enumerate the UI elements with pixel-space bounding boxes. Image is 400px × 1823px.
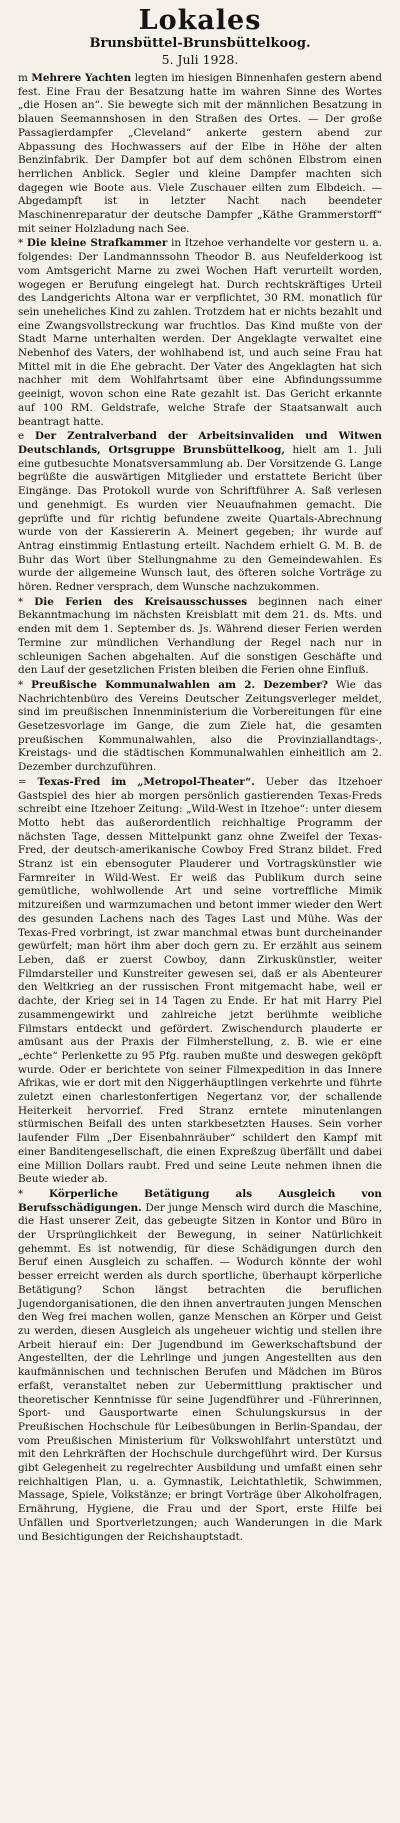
article-body: beginnen nach einer Bekanntmachung im nächsten Kreisblatt mit dem 21. ds. Mts. und enden mit dem 1. September ds. Js. Während dieser Ferien werden Termine zur mündlichen Verhandlung der Regel nach nur in schleunigen Sachen abgehalten. Auf die sonstigen Geschäfte und den Lauf der gesetzlichen Fristen bleiben die Ferien ohne Einfluß. — [18, 595, 382, 677]
article-marker: e — [18, 430, 25, 443]
article-body: Der junge Mensch wird durch die Maschine, die Hast unserer Zeit, das gebeugte Sitzen in Kontor und Büro in der Ursprünglichkeit der Bewegung, in seiner Natürlichkeit gehemmt. Es ist notwendig, für diese Schädigungen durch den Beruf einen Ausgleich zu schaffen. — Wodurch könnte der wohl besser erreicht werden als durch sportliche, überhaupt körperliche Betätigung? Schon längst betrachten die beruflichen Jugendorganisationen, die den ihnen anvertrauten jungen Menschen den Weg frei machen wollen, ganze Menschen an Körper und Geist zu werden, diesen Ausgleich als ungeheuer wichtig und stellen ihre Arbeit hierauf ein: Der Jugendbund im Gewerkschaftsbund der Angestellten, der die Lehrlinge und jungen Angestellten aus den kaufmännischen und technischen Berufen und Mädchen im Büros erfaßt, veranstaltet neben zur Uebermittlung praktischer und theoretischer Kenntnisse für seine Jugendführer und -Führerinnen, Sport- und Gausportwarte einen Schulungskursus in der Preußischen Hochschule für Leibesübungen in Berlin-Spandau, der vom Preußischen Ministerium für Volkswohlfahrt unterstützt und mit den Lehrkräften der Hochschule durchgeführt wird. Der Kursus gibt Gelegenheit zu regelrechter Ausbildung und umfaßt einen sehr reichhaltigen Plan, u. a. Gymnastik, Leichtathletik, Schwimmen, Massage, Spiele, Volkstänze; er bringt Vorträge über Alkoholfragen, Ernährung, Hygiene, die Frau und der Sport, erste Hilfe bei Unfällen und Sportverletzungen; auch Wanderungen in die Mark und Besichtigungen der Reichshauptstadt. — [18, 1201, 382, 1543]
article-kommunalwahlen — [18, 679, 382, 775]
article-marker: * — [18, 678, 24, 691]
article-marker: = — [18, 775, 27, 788]
dateline-date: 5. Juli 1928. — [161, 52, 239, 67]
article-headline: Texas-Fred im „Metropol-Theater“. — [37, 775, 255, 788]
article-kreisausschuss — [18, 596, 382, 678]
dateline-place: Brunsbüttel-Brunsbüttelkoog. — [89, 36, 311, 51]
article-body: Wie das Nachrichtenbüro des Vereins Deutscher Zeitungsverleger meldet, sind im preußischen Innenministerium die Vorbereitungen für eine Gesetzesvorlage im Gange, die zum Ziele hat, die gesamten preußischen Kommunalwahlen, also die Provinziallandtags-, Kreistags- und die städtischen Kommunalwahlen einheitlich am 2. Dezember durchzuführen. — [18, 678, 382, 774]
article-body: Ueber das Itzehoer Gastspiel des hier ab morgen persönlich gastierenden Texas-Freds schreibt eine Itzehoer Zeitung: „Wild-West in Itzehoe“: unter diesem Motto hebt das außerordentlich reichhaltige Programm der nächsten Tage, dessen Mittelpunkt ganz ohne Zweifel der Texas-Fred, der deutsch-amerikanische Cowboy Fred Stranz bildet. Fred Stranz ist ein ebensoguter Plauderer und Vortragskünstler wie Farmreiter in Wild-West. Er weiß das Publikum durch seine gemütliche, wohlwollende Art und seine vortreffliche Mimik mitzureißen und warmzumachen und betont immer wieder den Wert des gesunden Lachens nach des Tages Last und Mühe. Was der Texas-Fred vorbringt, ist zwar manchmal etwas bunt durcheinander gewürfelt; man hört ihm aber doch gern zu. Er erzählt aus seinem Leben, daß er zuerst Cowboy, dann Zirkuskünstler, weiter Filmdarsteller und Kunstreiter gewesen sei, daß er als Abenteurer den Weltkrieg an der russischen Front mitgemacht habe, weil er dachte, der Krieg sei in 14 Tagen zu Ende. Er hat mit Harry Piel zusammengewirkt und zahlreiche jetzt berühmte weibliche Filmstars entdeckt und gefördert. Zwischendurch plauderte er amüsant aus der Praxis der Filmherstellung, z. B. wie er eine „echte“ Perlenkette zu 95 Pfg. rauben mußte und deswegen geköpft wurde. Oder er berichtete von seiner Filmexpedition in das Innere Afrikas, wie er dort mit den Niggerhäuptlingen verkehrte und führte zuletzt einen charlestonfertigen Negertanz vor, der schallende Heiterkeit hervorrief. Fred Stranz erntete minutenlangen stürmischen Beifall des unten starkbesetzten Hauses. Sein vorher laufender Film „Der Eisenbahnräuber“ schildert den Kampf mit einer Banditengesellschaft, die einen Expreßzug überfällt und dabei eine Million Dollars raubt. Fred und seine Leute nehmen ihnen die Beute wieder ab. — [18, 775, 382, 1186]
masthead — [18, 6, 382, 68]
article-headline: Mehrere Yachten — [31, 72, 132, 84]
article-marker: m — [18, 72, 28, 84]
article-marker: * — [18, 237, 24, 250]
article-body: hielt am 1. Juli eine gutbesuchte Monatsversammlung ab. Der Vorsitzende G. Lange begrüßte die auswärtigen Mitglieder und erstattete Bericht über Eingänge. Das Protokoll wurde von Schriftführer A. Saß verlesen und genehmigt. Es wurden vier Neuaufnahmen gemacht. Die geprüfte und für richtig befundene zweite Quartals-Abrechnung wurde von der Kassiererin A. Meinert gegeben; ihr wurde auf Antrag einstimmig Entlastung erteilt. Nachdem erhielt G. M. B. de Buhr das Wort über Stellungnahme zu den Gemeindewahlen. Es wurde der allgemeine Wunsch laut, des öfteren solche Vorträge zu hören. Redner versprach, dem Wunsche nachzukommen. — [18, 443, 382, 594]
article-texas-fred — [18, 776, 382, 1187]
article-marker: * — [18, 1187, 24, 1200]
article-headline: Körperliche Betätigung als Ausgleich von Berufsschädigungen. — [18, 1187, 382, 1214]
article-headline: Der Zentralverband der Arbeitsinvaliden und Witwen Deutschlands, Ortsgruppe Brunsbüttelkoog, — [18, 430, 382, 456]
article-marker: * — [18, 595, 24, 608]
article-zentralverband — [18, 430, 382, 594]
article-yachts — [18, 72, 382, 236]
article-body: legten im hiesigen Binnenhafen gestern abend fest. Eine Frau der Besatzung hatte im wahren Sinne des Wortes „die Hosen an“. Sie bewegte sich mit der männlichen Besatzung in blauen Seemannshosen in den Straßen des Ortes. — Der große Passagierdampfer „Cleveland“ ankerte gestern abend zur Abpassung des Hochwassers auf der Elbe in Höhe der alten Benzinfabrik. Der Dampfer bot auf dem schönen Elbstrom einen herrlichen Anblick. Segler und kleine Dampfer machten sich dagegen wie Boote aus. Viele Zuschauer eilten zum Elbdeich. — Abgedampft ist in letzter Nacht nach beendeter Maschinenreparatur der deutsche Dampfer „Käthe Grammerstorff“ mit seiner Holzladung nach See. — [18, 72, 382, 235]
article-strafkammer — [18, 237, 382, 429]
article-headline: Die Ferien des Kreisausschusses — [34, 595, 248, 608]
section-title: Lokales — [138, 5, 262, 36]
article-headline: Preußische Kommunalwahlen am 2. Dezember? — [31, 678, 328, 691]
article-koerperliche-betaetigung — [18, 1188, 382, 1544]
article-body: in Itzehoe verhandelte vor gestern u. a. folgendes: Der Landmannssohn Theodor B. aus Neufelderkoog ist vom Amtsgericht Marne zu zwei Wochen Haft verurteilt worden, wogegen er Berufung eingelegt hat. Durch rechtskräftiges Urteil des Landgerichts Altona war er verpflichtet, 30 RM. monatlich für sein uneheliches Kind zu zahlen. Trotzdem hat er nichts bezahlt und eine Zwangsvollstreckung war fruchtlos. Das Kind mußte von der Stadt Marne unterhalten werden. Der Angeklagte verwaltet eine Nebenhof des Vaters, der wohlhabend ist, und auch seine Frau hat Mittel mit in die Ehe gebracht. Der Vater des Angeklagten hat sich nachher mit dem Wohlfahrtsamt über eine Abfindungssumme geeinigt, wovon schon eine Rate gezahlt ist. Das Gericht erkannte auf 100 RM. Geldstrafe, welche Strafe der Staatsanwalt auch beantragt hatte. — [18, 237, 382, 428]
article-headline: Die kleine Strafkammer — [26, 237, 168, 250]
